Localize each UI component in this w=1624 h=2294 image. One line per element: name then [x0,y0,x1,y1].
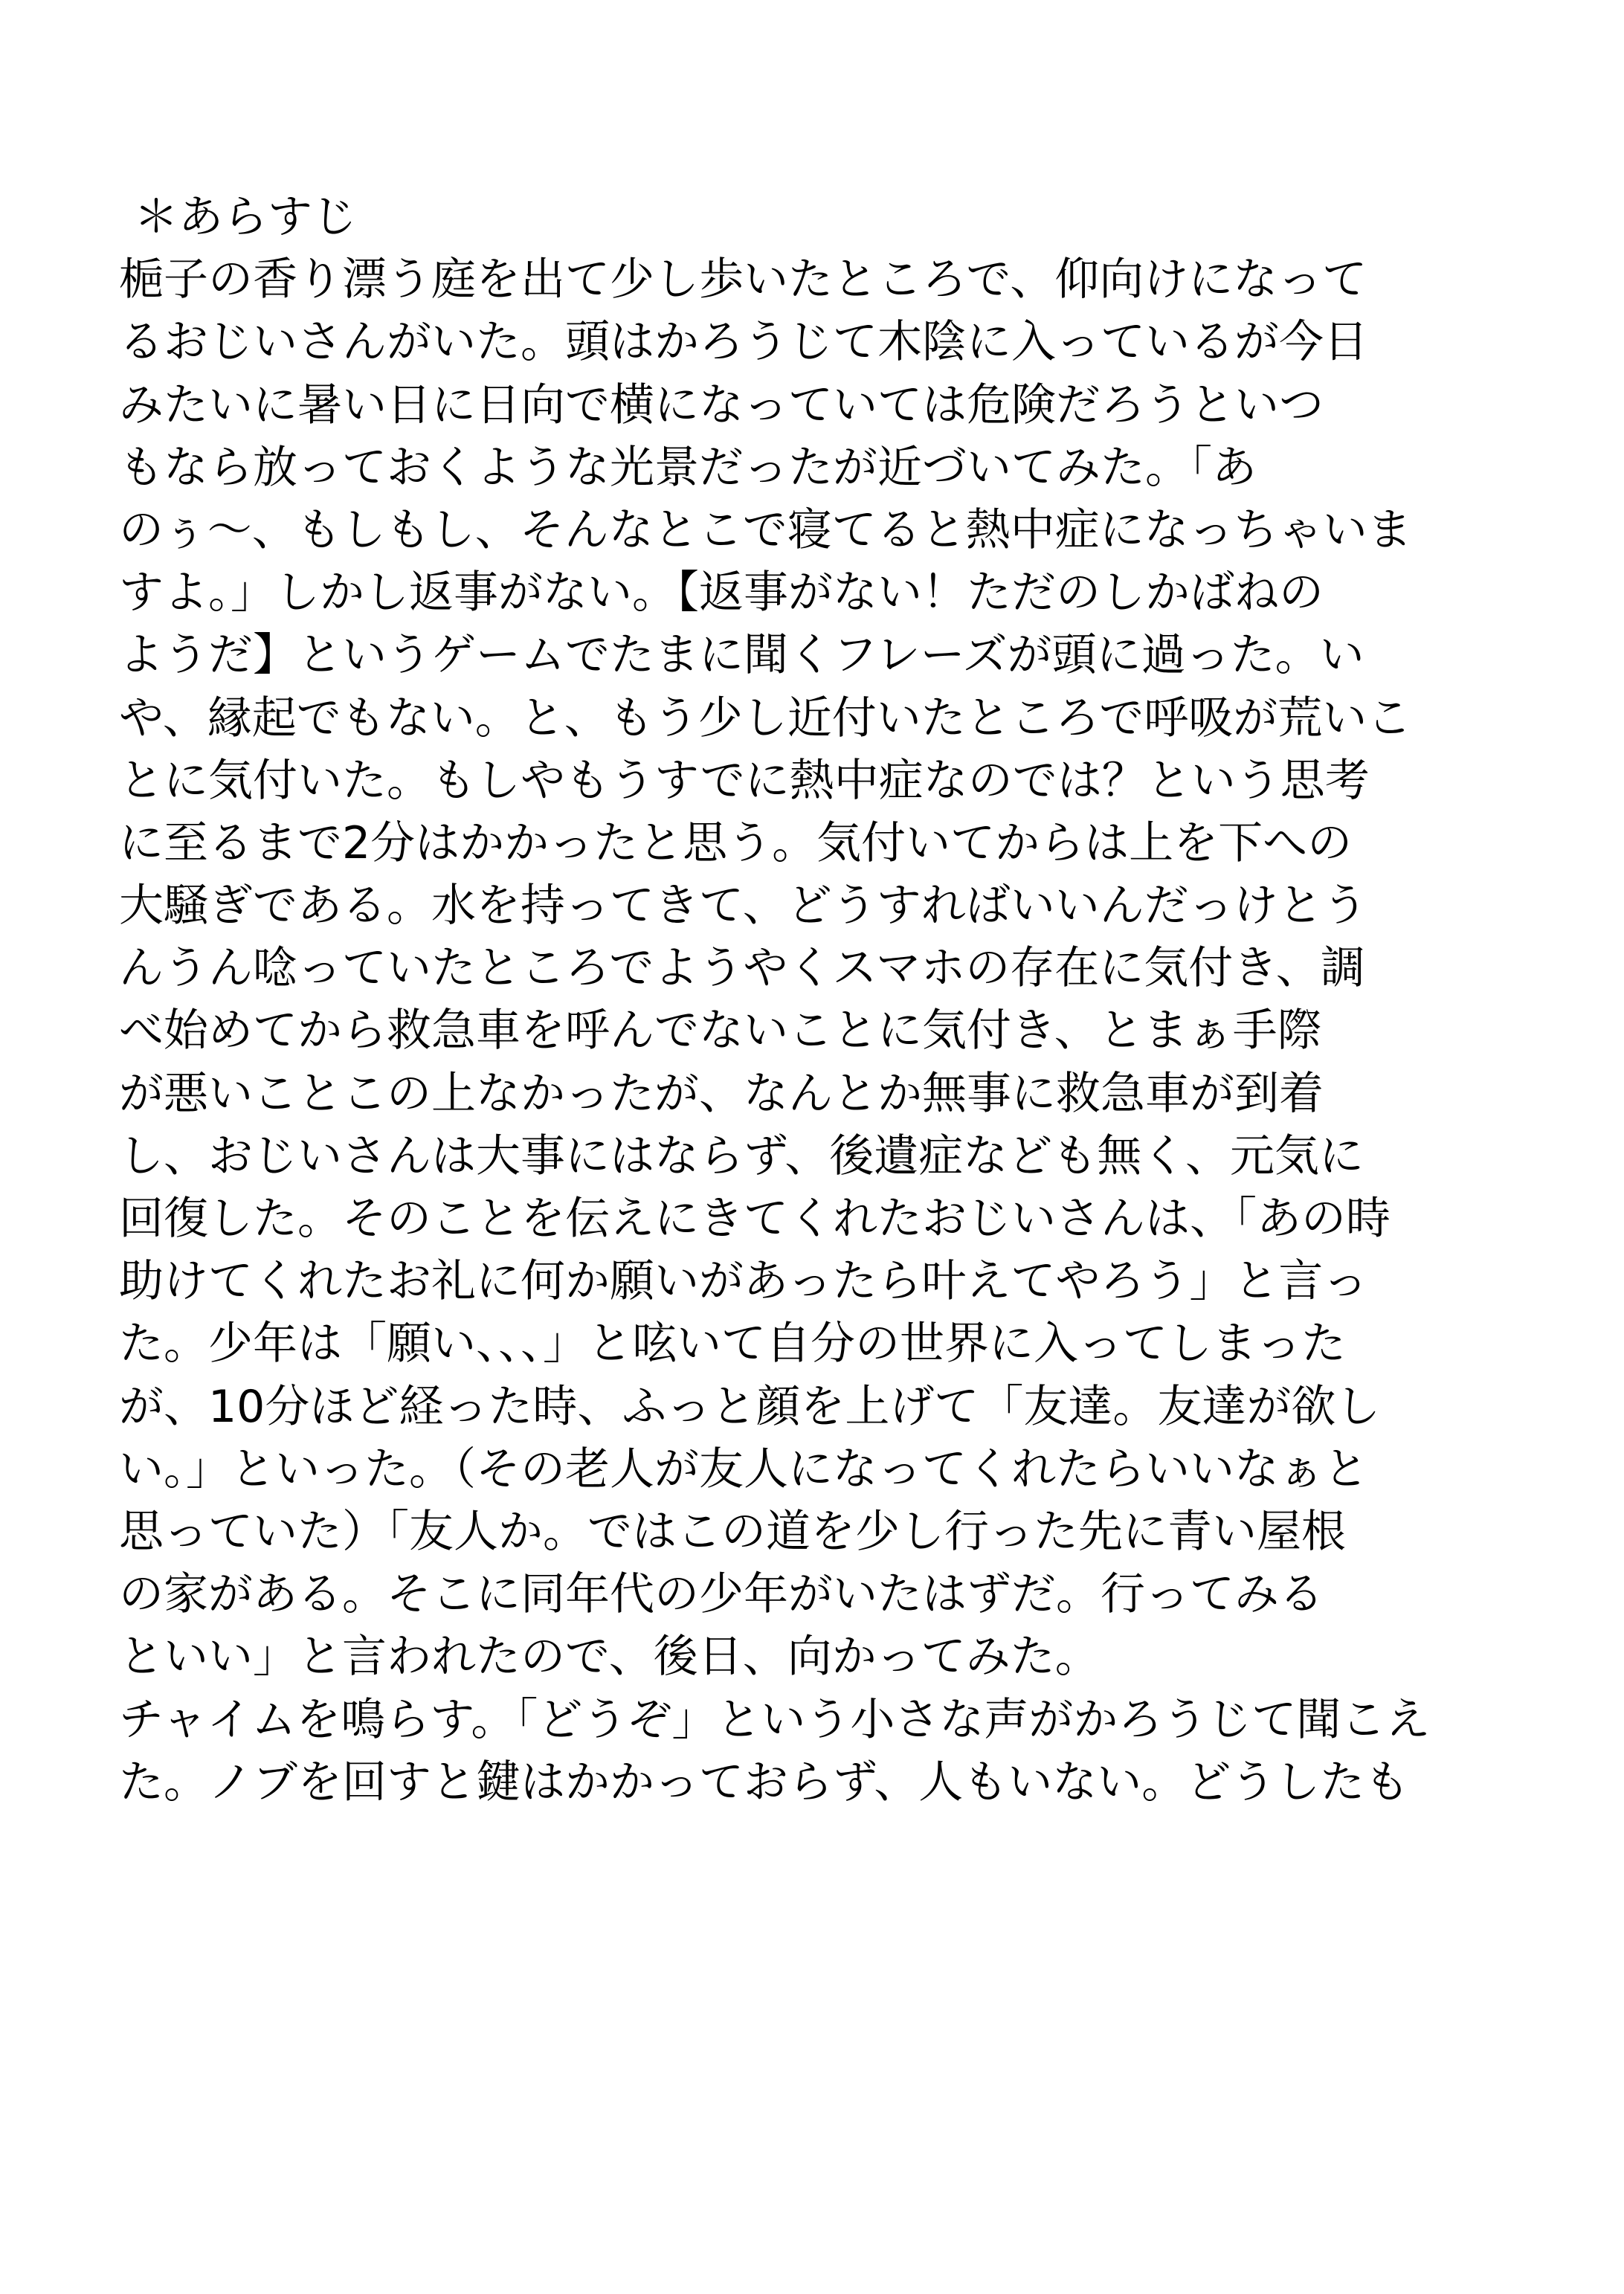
text-line: るおじいさんがいた。頭はかろうじて木陰に入っているが今日 [119,316,1368,369]
text-line: が、10分ほど経った時、ふっと顔を上げて「友達。友達が欲し [119,1380,1381,1433]
synopsis-heading: ＊あらすじ [134,191,357,243]
text-line: 思っていた）「友人か。ではこの道を少し行った先に青い屋根 [119,1505,1346,1558]
text-line: べ始めてから救急車を呼んでないことに気付き、とまぁ手際 [119,1005,1322,1057]
text-line: すよ。」しかし返事がない。【返事がない！ただのしかばねの [119,567,1324,619]
text-line: い。」といった。（その老人が友人になってくれたらいいなぁと [119,1443,1368,1495]
text-line: 大騒ぎである。水を持ってきて、どうすればいいんだっけとう [119,880,1367,932]
text-line: んうん唸っていたところでようやくスマホの存在に気付き、調 [119,942,1365,995]
text-line: た。少年は「願い、、、」と呟いて自分の世界に入ってしまった [119,1318,1346,1370]
synopsis-body [119,186,1532,1814]
text-line: とに気付いた。もしやもうすでに熱中症なのでは？という思考 [119,754,1370,807]
text-line: や、縁起でもない。と、もう少し近付いたところで呼吸が荒いこ [119,692,1412,744]
text-line: みたいに暑い日に日向で横になっていては危険だろうといつ [119,378,1324,431]
text-line: 助けてくれたお礼に何か願いがあったら叶えてやろう」と言っ [119,1255,1368,1308]
text-line: に至るまで2分はかかったと思う。気付いてからは上を下への [119,816,1353,869]
text-line: 回復した。そのことを伝えにきてくれたおじいさんは、「あの時 [119,1193,1391,1245]
text-line: ようだ】というゲームでたまに聞くフレーズが頭に過った。い [119,629,1364,682]
text-line: 梔子の香り漂う庭を出て少し歩いたところで、仰向けになって [119,254,1367,306]
text-line: チャイムを鳴らす。「どうぞ」という小さな声がかろうじて聞こえ [119,1693,1431,1746]
text-line: もなら放っておくような光景だったが近づいてみた。「あ [119,441,1257,494]
text-line: が悪いことこの上なかったが、なんとか無事に救急車が到着 [119,1067,1324,1120]
text-line: し、おじいさんは大事にはならず、後遺症なども無く、元気に [119,1130,1364,1182]
text-line: のぅ～、もしもし、そんなとこで寝てると熱中症になっちゃいま [119,503,1412,556]
text-line: といい」と言われたので、後日、向かってみた。 [119,1631,1100,1684]
text-line: た。ノブを回すと鍵はかかっておらず、人もいない。どうしたも [119,1756,1410,1808]
text-line: の家がある。そこに同年代の少年がいたはずだ。行ってみる [119,1568,1324,1621]
